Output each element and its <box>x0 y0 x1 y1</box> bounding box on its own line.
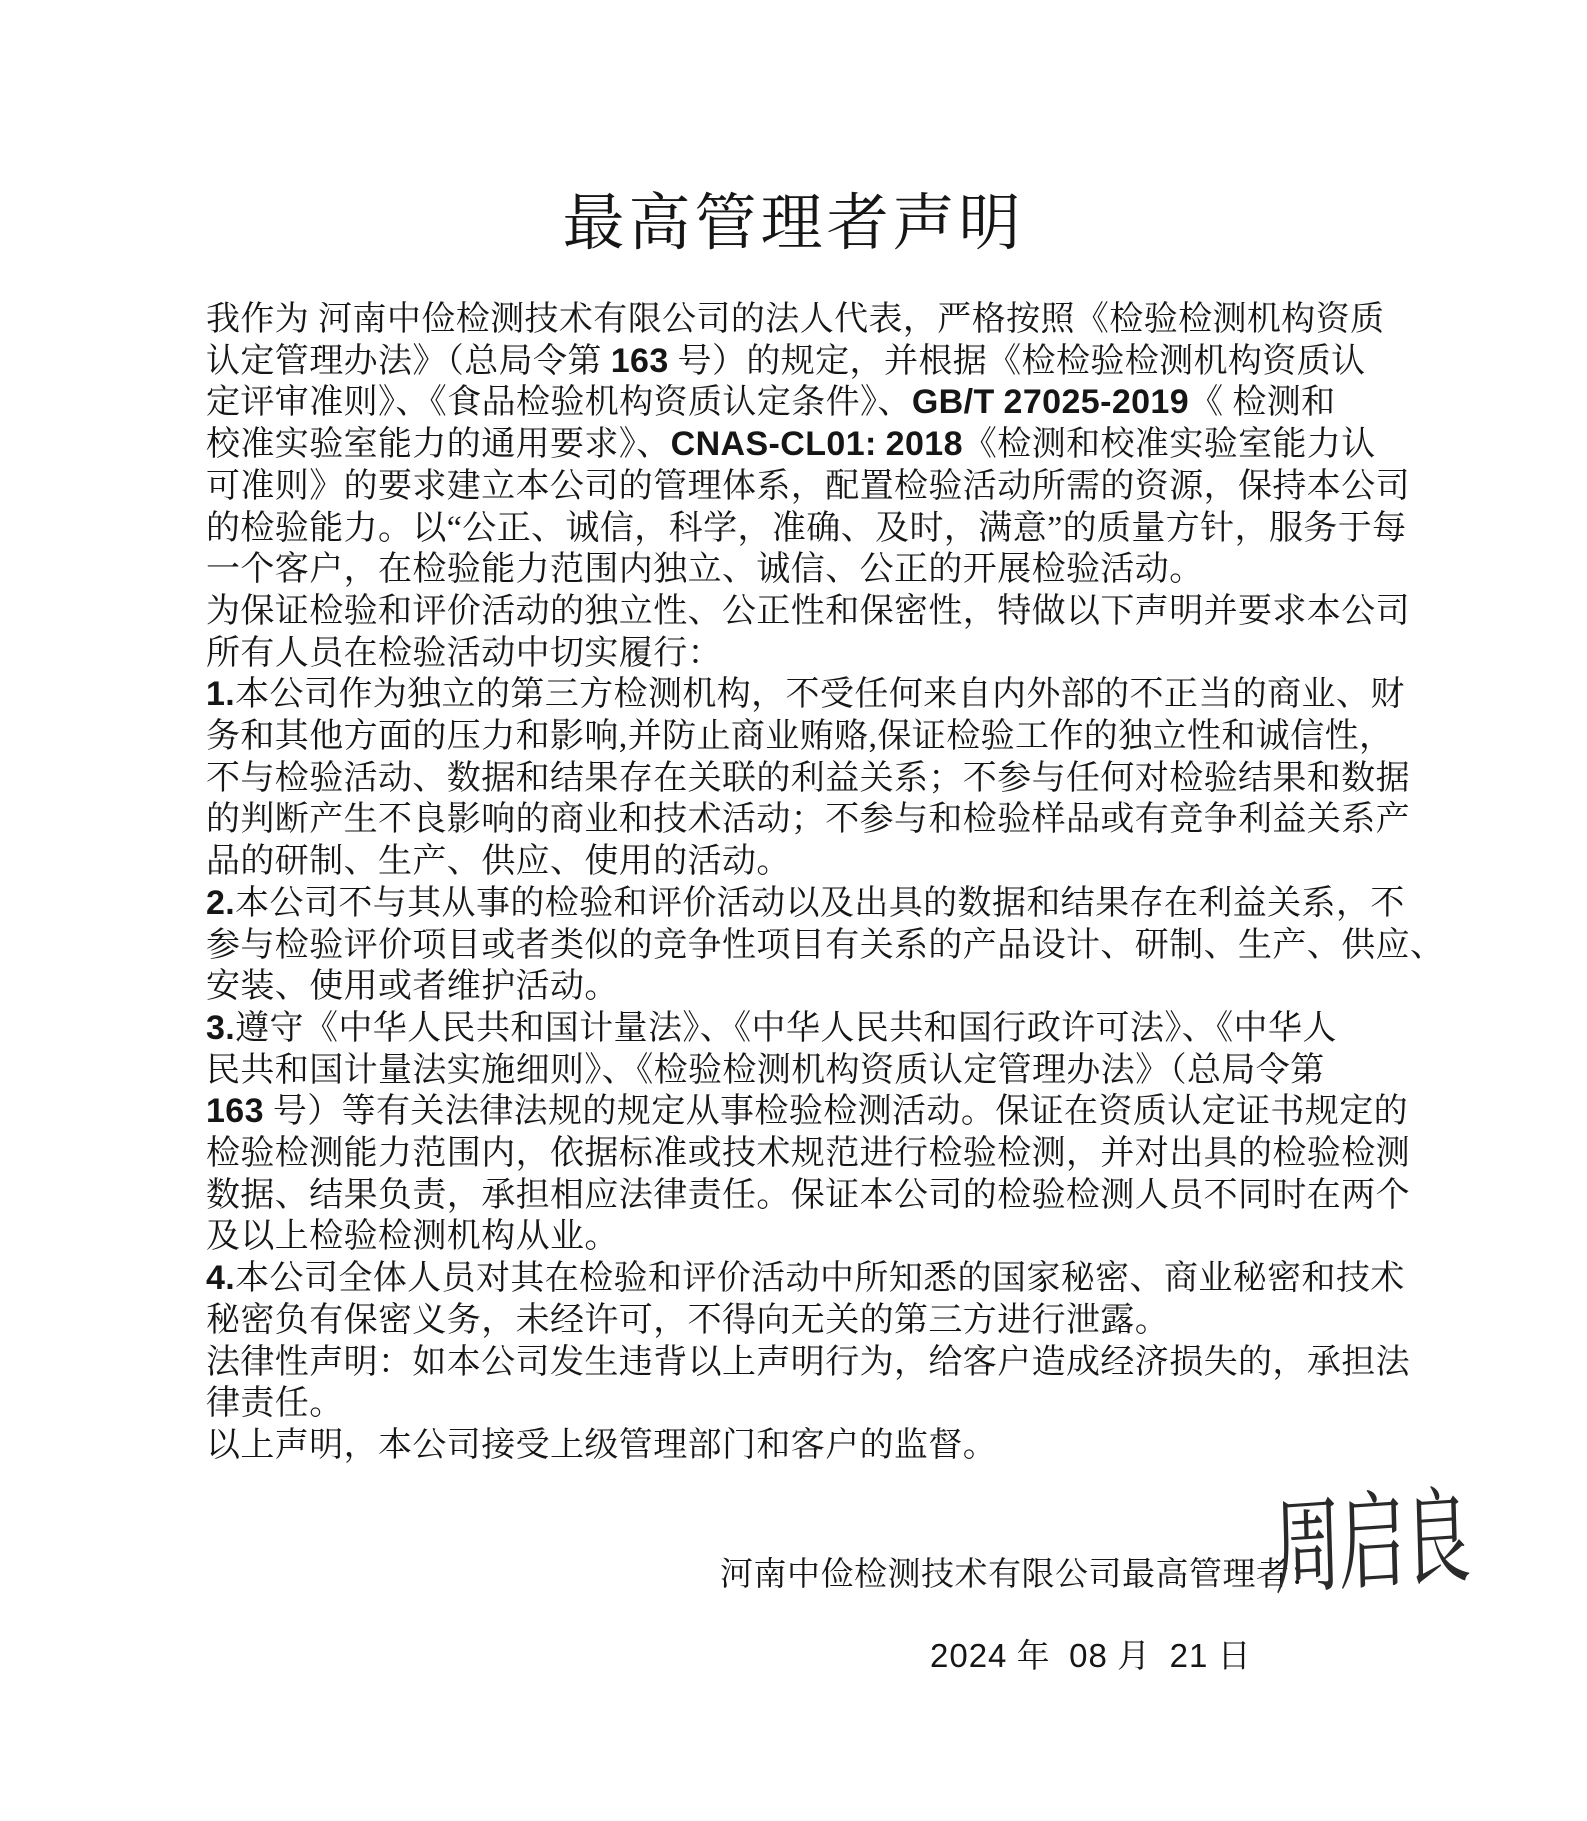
latin-text: 163 <box>610 341 669 380</box>
document-date: 2024 年 08 月 21 日 <box>930 1637 1252 1675</box>
latin-text: 3. <box>206 1008 236 1047</box>
latin-text: 2018 <box>885 425 963 464</box>
latin-text: 2024 <box>930 1637 1008 1674</box>
body-line: 以上声明，本公司接受上级管理部门和客户的监督。 <box>206 1426 998 1464</box>
latin-text: 163 <box>206 1092 264 1131</box>
body-line: 定评审准则》、《食品检验机构资质认定条件》、GB/T 27025-2019《 检测和 <box>206 383 1336 422</box>
body-line: 数据、结果负责，承担相应法律责任。保证本公司的检验检测人员不同时在两个 <box>206 1176 1410 1214</box>
latin-text: 2. <box>206 883 236 922</box>
body-line: 参与检验评价项目或者类似的竞争性项目有关系的产品设计、研制、生产、供应、 <box>206 926 1445 964</box>
body-line: 可准则》的要求建立本公司的管理体系，配置检验活动所需的资源，保持本公司 <box>206 467 1410 505</box>
latin-text: CNAS-CL01: <box>670 425 877 464</box>
body-line: 4.本公司全体人员对其在检验和评价活动中所知悉的国家秘密、商业秘密和技术 <box>206 1259 1405 1298</box>
latin-text: 21 <box>1169 1637 1209 1674</box>
body-line: 务和其他方面的压力和影响,并防止商业贿赂,保证检验工作的独立性和诚信性， <box>206 718 1394 756</box>
body-line: 检验检测能力范围内，依据标准或技术规范进行检验检测，并对出具的检验检测 <box>206 1135 1410 1173</box>
body-line: 我作为 河南中俭检测技术有限公司的法人代表，严格按照《检验检测机构资质 <box>206 301 1385 338</box>
latin-text: 1. <box>206 675 236 714</box>
latin-text: 4. <box>206 1259 236 1298</box>
handwritten-signature: 周启良 <box>1271 1479 1470 1610</box>
latin-text: 08 <box>1069 1637 1108 1674</box>
body-line: 及以上检验检测机构从业。 <box>206 1218 619 1256</box>
signature-label: 河南中俭检测技术有限公司最高管理者： <box>720 1557 1323 1593</box>
body-line: 认定管理办法》（总局令第 163 号）的规定，并根据《检检验检测机构资质认 <box>206 341 1366 380</box>
latin-text: GB/T <box>911 383 995 422</box>
body-line: 法律性声明：如本公司发生违背以上声明行为，给客户造成经济损失的，承担法 <box>206 1343 1410 1381</box>
declaration-body <box>206 299 1446 1467</box>
body-line: 所有人员在检验活动中切实履行： <box>206 634 722 672</box>
body-line: 秘密负有保密义务，未经许可，不得向无关的第三方进行泄露。 <box>206 1301 1170 1339</box>
latin-text: 27025-2019 <box>1003 383 1190 422</box>
body-line: 品的研制、生产、供应、使用的活动。 <box>206 843 791 881</box>
body-line: 为保证检验和评价活动的独立性、公正性和保密性，特做以下声明并要求本公司 <box>206 592 1410 630</box>
body-line: 民共和国计量法实施细则》、《检验检测机构资质认定管理办法》（总局令第 <box>206 1051 1325 1089</box>
body-line: 校准实验室能力的通用要求》、CNAS-CL01: 2018《检测和校准实验室能力认 <box>206 425 1376 464</box>
body-line: 一个客户，在检验能力范围内独立、诚信、公正的开展检验活动。 <box>206 551 1204 589</box>
body-line: 的检验能力。以“公正、诚信，科学，准确、及时，满意”的质量方针，服务于每 <box>206 509 1407 547</box>
body-line: 1.本公司作为独立的第三方检测机构，不受任何来自内外部的不正当的商业、财 <box>206 675 1405 714</box>
page-title: 最高管理者声明 <box>562 189 1025 258</box>
body-line: 律责任。 <box>206 1385 344 1423</box>
body-line: 3.遵守《中华人民共和国计量法》、《中华人民共和国行政许可法》、《中华人 <box>206 1008 1337 1047</box>
body-line: 不与检验活动、数据和结果存在关联的利益关系；不参与任何对检验结果和数据 <box>206 759 1410 797</box>
body-line: 163 号）等有关法律法规的规定从事检验检测活动。保证在资质认定证书规定的 <box>206 1092 1409 1131</box>
body-line: 2.本公司不与其从事的检验和评价活动以及出具的数据和结果存在利益关系，不 <box>206 883 1405 922</box>
body-line: 安装、使用或者维护活动。 <box>206 968 619 1006</box>
body-line: 的判断产生不良影响的商业和技术活动；不参与和检验样品或有竞争利益关系产 <box>206 801 1410 839</box>
